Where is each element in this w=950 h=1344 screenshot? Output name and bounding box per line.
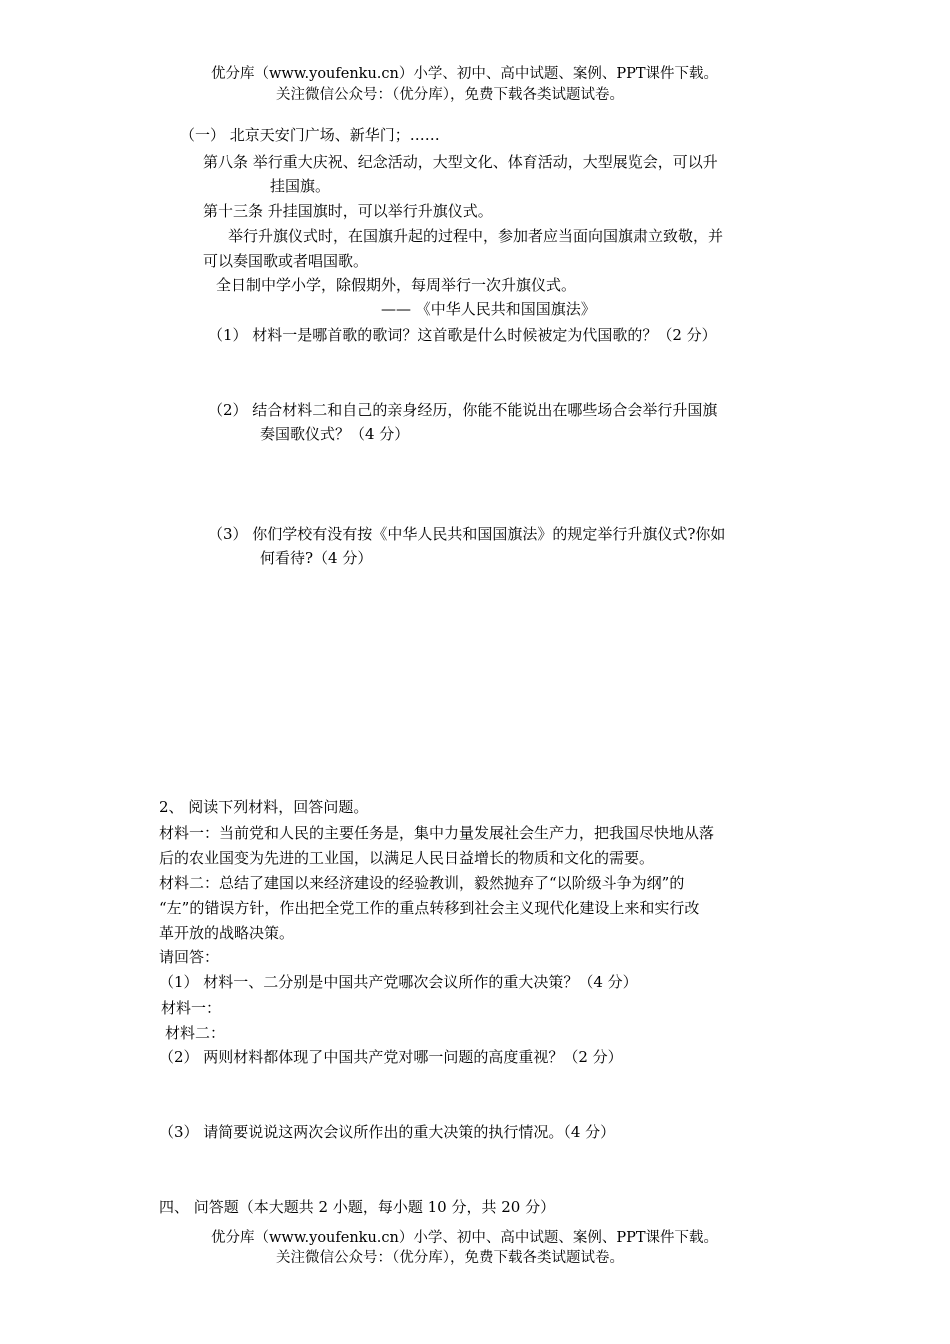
q2-sub-question-1: （1） 材料一、二分别是中国共产党哪次会议所作的重大决策？（4 分） (159, 973, 638, 991)
q1-sub-question-3-line-2: 何看待?（4 分） (260, 549, 373, 567)
q2-material-2-line-3: 革开放的战略决策。 (159, 924, 295, 942)
article-13: 第十三条 升挂国旗时，可以举行升旗仪式。 (203, 202, 493, 220)
q1-sub-question-1: （1） 材料一是哪首歌的歌词？这首歌是什么时候被定为代国歌的？（2 分） (208, 326, 717, 344)
article-8-line-1: 第八条 举行重大庆祝、纪念活动，大型文化、体育活动，大型展览会，可以升 (203, 153, 718, 171)
page-footer-line-1: 优分库（www.youfenku.cn）小学、初中、高中试题、案例、PPT课件下载。 (211, 1230, 719, 1246)
q2-ask-label: 请回答： (159, 948, 220, 966)
q2-sub-question-3: （3） 请简要说说这两次会议所作出的重大决策的执行情况。（4 分） (159, 1123, 616, 1141)
article-8-line-2: 挂国旗。 (270, 177, 331, 195)
material-item-1: （一） 北京天安门广场、新华门；…… (180, 126, 440, 144)
q1-sub-question-2-line-1: （2） 结合材料二和自己的亲身经历，你能不能说出在哪些场合会举行升国旗 (208, 401, 718, 419)
paragraph-1-line-1: 举行升旗仪式时，在国旗升起的过程中，参加者应当面向国旗肃立致敬，并 (228, 227, 724, 245)
page-footer-line-2: 关注微信公众号：（优分库），免费下载各类试题试卷。 (276, 1250, 624, 1266)
page-header-line-2: 关注微信公众号：（优分库），免费下载各类试题试卷。 (276, 87, 624, 103)
q2-heading: 2、 阅读下列材料，回答问题。 (159, 798, 369, 816)
q1-sub-question-2-line-2: 奏国歌仪式？（4 分） (260, 425, 410, 443)
section-4-heading: 四、 问答题（本大题共 2 小题，每小题 10 分，共 20 分） (159, 1198, 556, 1216)
q2-material-1-line-2: 后的农业国变为先进的工业国，以满足人民日益增长的物质和文化的需要。 (159, 849, 655, 867)
q2-material-2-line-2: “左”的错误方针，作出把全党工作的重点转移到社会主义现代化建设上来和实行改 (159, 899, 700, 917)
q2-answer-material-2-label: 材料二： (165, 1024, 226, 1042)
page-header-line-1: 优分库（www.youfenku.cn）小学、初中、高中试题、案例、PPT课件下载。 (211, 66, 719, 82)
q2-sub-question-2: （2） 两则材料都体现了中国共产党对哪一问题的高度重视？（2 分） (159, 1048, 623, 1066)
q2-answer-material-1-label: 材料一： (161, 999, 222, 1017)
paragraph-2: 全日制中学小学，除假期外，每周举行一次升旗仪式。 (216, 276, 577, 294)
q2-material-1-line-1: 材料一：当前党和人民的主要任务是，集中力量发展社会生产力，把我国尽快地从落 (159, 824, 715, 842)
q1-sub-question-3-line-1: （3） 你们学校有没有按《中华人民共和国国旗法》的规定举行升旗仪式?你如 (208, 525, 726, 543)
q2-material-2-line-1: 材料二：总结了建国以来经济建设的经验教训，毅然抛弃了“以阶级斗争为纲”的 (159, 874, 685, 892)
source-citation: —— 《中华人民共和国国旗法》 (381, 300, 596, 318)
paragraph-1-line-2: 可以奏国歌或者唱国歌。 (203, 252, 369, 270)
